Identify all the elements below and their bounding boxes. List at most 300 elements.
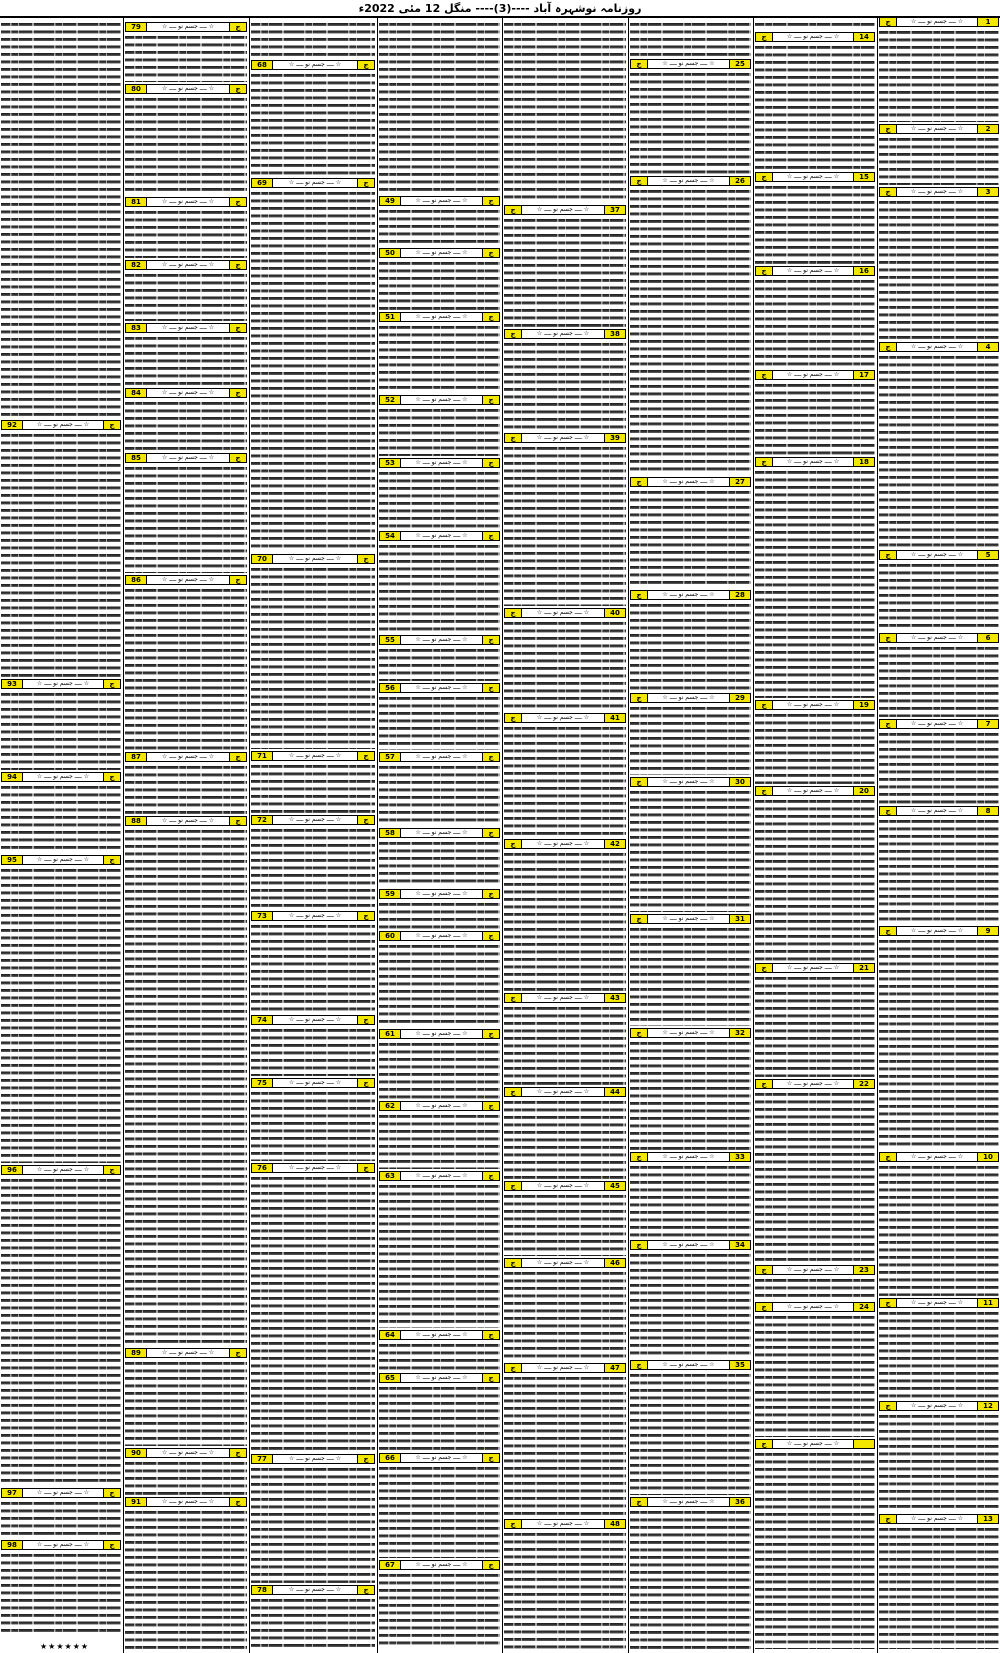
ad-number: 60 (380, 932, 401, 940)
ad-body-text (125, 96, 247, 195)
ad-header (379, 931, 500, 941)
ad-logo: جِ (229, 261, 246, 269)
ad-header (755, 700, 875, 710)
ad-header (1, 1488, 121, 1498)
ad-number: 11 (977, 1299, 998, 1307)
ad-header (879, 1298, 999, 1308)
ad-logo: جِ (482, 1030, 499, 1038)
ad-number: 56 (380, 684, 401, 692)
ad-body-text (251, 21, 375, 58)
ad-number: 45 (604, 1182, 625, 1190)
ad-logo: جِ (482, 829, 499, 837)
ad-number: 6 (977, 634, 998, 642)
ad-header (379, 828, 500, 838)
ad-body-text (755, 975, 875, 1077)
ad-logo: جِ (880, 1515, 897, 1523)
ad-title-strip: ☆ ــــ جسم نو ــــ ☆ (662, 177, 715, 184)
ad-body-text (879, 1310, 999, 1399)
ad-logo: جِ (482, 532, 499, 540)
ad-body-text (1, 21, 121, 418)
ad-title-strip: ☆ ــــ جسم نو ــــ ☆ (288, 61, 342, 68)
ad-logo: جِ (631, 694, 648, 702)
ad-title-strip: ☆ ــــ جسم نو ــــ ☆ (536, 609, 590, 616)
ad-number: 85 (126, 454, 147, 462)
ad-header (504, 993, 626, 1003)
ad-header (1, 855, 121, 865)
ad-title-strip: ☆ ــــ جسم نو ــــ ☆ (415, 684, 468, 691)
ad-body-text (379, 1385, 500, 1451)
ad-body-text (379, 324, 500, 393)
ad-logo: جِ (482, 313, 499, 321)
ad-title-strip: ☆ ــــ جسم نو ــــ ☆ (662, 694, 715, 701)
ad-body-text (251, 190, 375, 552)
ad-header (504, 839, 626, 849)
ad-logo: جِ (103, 1166, 120, 1174)
ad-header (504, 329, 626, 339)
ad-header (379, 248, 500, 258)
ad-title-strip: ☆ ــــ جسم نو ــــ ☆ (288, 1455, 342, 1462)
ad-number: 30 (729, 778, 750, 786)
ad-title-strip: ☆ ــــ جسم نو ــــ ☆ (161, 85, 215, 92)
ad-number: 62 (380, 1102, 401, 1110)
ad-header (630, 777, 751, 787)
ad-header (251, 815, 375, 825)
ad-header (755, 172, 875, 182)
ad-number: 96 (2, 1166, 23, 1174)
ad-body-text (379, 543, 500, 633)
ad-number: 84 (126, 389, 147, 397)
ad-number: 59 (380, 890, 401, 898)
ad-header (630, 59, 751, 69)
ad-body-text (504, 21, 626, 203)
ad-title-strip: ☆ ــــ جسم نو ــــ ☆ (161, 454, 215, 461)
ad-logo: جِ (505, 840, 522, 848)
ad-title-strip: ☆ ــــ جسم نو ــــ ☆ (415, 636, 468, 643)
ad-title-strip: ☆ ــــ جسم نو ــــ ☆ (36, 856, 90, 863)
ad-logo: جِ (229, 817, 246, 825)
ad-header (879, 806, 999, 816)
ad-logo: جِ (482, 932, 499, 940)
ad-number: 82 (126, 261, 147, 269)
ad-number: 14 (853, 33, 874, 41)
ad-logo: جِ (482, 684, 499, 692)
ad-body-text (755, 469, 875, 698)
ad-header (251, 178, 375, 188)
ad-header (251, 911, 375, 921)
footer-stars: ★★★★★★ (40, 1642, 90, 1651)
ad-header (879, 1401, 999, 1411)
ad-body-text (504, 1193, 626, 1256)
ad-number: 41 (604, 714, 625, 722)
ad-logo: جِ (880, 634, 897, 642)
ad-title-strip: ☆ ــــ جسم نو ــــ ☆ (910, 634, 964, 641)
ad-number: 18 (853, 458, 874, 466)
ad-title-strip: ☆ ــــ جسم نو ــــ ☆ (662, 1153, 715, 1160)
ad-logo: جِ (631, 1153, 648, 1161)
ad-body-text (125, 1509, 247, 1649)
ad-logo: جِ (880, 125, 897, 133)
ad-title-strip: ☆ ــــ جسم نو ــــ ☆ (288, 912, 342, 919)
ad-body-text (504, 1375, 626, 1517)
ad-body-text (755, 278, 875, 368)
ad-body-text (1, 784, 121, 853)
ad-title-strip: ☆ ــــ جسم نو ــــ ☆ (662, 1498, 715, 1505)
ad-logo: جِ (229, 85, 246, 93)
ad-body-text (504, 1005, 626, 1085)
ad-header (379, 1330, 500, 1340)
ad-number: 26 (729, 177, 750, 185)
ad-body-text (379, 1113, 500, 1169)
ad-body-text (125, 1360, 247, 1446)
ad-logo: جِ (482, 459, 499, 467)
ad-logo: جِ (505, 434, 522, 442)
ad-body-text (630, 1040, 751, 1150)
ad-logo: جِ (103, 856, 120, 864)
ad-number: 21 (853, 964, 874, 972)
ad-title-strip: ☆ ــــ جسم نو ــــ ☆ (910, 1402, 964, 1409)
ad-title-strip: ☆ ــــ جسم نو ــــ ☆ (536, 330, 590, 337)
ad-body-text (251, 1597, 375, 1649)
ad-title-strip: ☆ ــــ جسم نو ــــ ☆ (161, 1498, 215, 1505)
ad-title-strip: ☆ ــــ جسم نو ــــ ☆ (536, 1259, 590, 1266)
ad-body-text (379, 1465, 500, 1558)
ad-title-strip: ☆ ــــ جسم نو ــــ ☆ (786, 787, 840, 794)
ad-title-strip: ☆ ــــ جسم نو ــــ ☆ (786, 1266, 840, 1273)
ad-number: 69 (252, 179, 273, 187)
ad-body-text (879, 818, 999, 924)
ad-title-strip: ☆ ــــ جسم نو ــــ ☆ (786, 1440, 840, 1447)
ad-logo: جِ (357, 1586, 374, 1594)
ad-body-text (630, 21, 751, 57)
ad-body-text (251, 763, 375, 813)
ad-header (630, 1152, 751, 1162)
ad-title-strip: ☆ ــــ جسم نو ــــ ☆ (288, 752, 342, 759)
ad-body-text (504, 1099, 626, 1179)
ad-number: 29 (729, 694, 750, 702)
ad-number: 72 (252, 816, 273, 824)
ad-body-text (251, 72, 375, 176)
ad-header (755, 963, 875, 973)
ad-number: 27 (729, 478, 750, 486)
ad-number: 22 (853, 1080, 874, 1088)
ad-body-text (379, 407, 500, 456)
column-rule (502, 18, 503, 1653)
ad-logo: جِ (756, 701, 773, 709)
ad-number: 89 (126, 1349, 147, 1357)
ad-logo: جِ (229, 389, 246, 397)
ad-title-strip: ☆ ــــ جسم نو ــــ ☆ (288, 816, 342, 823)
ad-body-text (125, 400, 247, 451)
ad-title-strip: ☆ ــــ جسم نو ــــ ☆ (662, 1029, 715, 1036)
ad-logo: جِ (229, 576, 246, 584)
ad-number: 4 (977, 343, 998, 351)
ad-title-strip: ☆ ــــ جسم نو ــــ ☆ (36, 1489, 90, 1496)
ad-logo: جِ (505, 1520, 522, 1528)
ad-logo: جِ (880, 188, 897, 196)
ad-title-strip: ☆ ــــ جسم نو ــــ ☆ (415, 1030, 468, 1037)
ad-header (379, 531, 500, 541)
ad-title-strip: ☆ ــــ جسم نو ــــ ☆ (415, 753, 468, 760)
ad-header (1, 679, 121, 689)
ad-body-text (879, 562, 999, 631)
ad-title-strip: ☆ ــــ جسم نو ــــ ☆ (910, 807, 964, 814)
ad-number: 2 (977, 125, 998, 133)
ad-header (379, 889, 500, 899)
ad-number: 8 (977, 807, 998, 815)
ad-header (755, 1265, 875, 1275)
column-rule (123, 18, 124, 1653)
ad-header (879, 187, 999, 197)
ad-header (1, 1165, 121, 1175)
ad-title-strip: ☆ ــــ جسم نو ــــ ☆ (161, 324, 215, 331)
ad-header (504, 1363, 626, 1373)
ad-title-strip: ☆ ــــ جسم نو ــــ ☆ (415, 1454, 468, 1461)
ad-body-text (379, 1183, 500, 1328)
ad-body-text (879, 731, 999, 804)
ad-number: 49 (380, 197, 401, 205)
ad-number: 81 (126, 198, 147, 206)
ad-logo: جِ (505, 1182, 522, 1190)
ad-body-text (879, 1164, 999, 1296)
ad-title-strip: ☆ ــــ جسم نو ــــ ☆ (910, 1515, 964, 1522)
ad-body-text (755, 1451, 875, 1649)
ad-number: 33 (729, 1153, 750, 1161)
ad-title-strip: ☆ ــــ جسم نو ــــ ☆ (415, 1561, 468, 1568)
ad-body-text (125, 465, 247, 573)
ad-number: 3 (977, 188, 998, 196)
ad-number: 44 (604, 1088, 625, 1096)
ad-body-text (755, 1277, 875, 1300)
ad-number: 40 (604, 609, 625, 617)
ad-title-strip: ☆ ــــ جسم نو ــــ ☆ (662, 1361, 715, 1368)
ad-logo: جِ (229, 198, 246, 206)
ad-header (879, 18, 999, 27)
ad-logo: جِ (103, 773, 120, 781)
ad-logo: جِ (631, 177, 648, 185)
ad-number: 20 (853, 787, 874, 795)
ad-header (755, 32, 875, 42)
ad-title-strip: ☆ ــــ جسم نو ــــ ☆ (536, 206, 590, 213)
ad-header (504, 205, 626, 215)
ad-title-strip: ☆ ــــ جسم نو ــــ ☆ (786, 1303, 840, 1310)
ad-header (125, 453, 247, 463)
ad-title-strip: ☆ ــــ جسم نو ــــ ☆ (910, 125, 964, 132)
ad-header (630, 914, 751, 924)
ad-logo: جِ (631, 1241, 648, 1249)
ad-header (125, 260, 247, 270)
ad-title-strip: ☆ ــــ جسم نو ــــ ☆ (415, 829, 468, 836)
ad-number: 5 (977, 551, 998, 559)
ad-title-strip: ☆ ــــ جسم نو ــــ ☆ (36, 1166, 90, 1173)
ad-body-text (1, 1500, 121, 1538)
ad-body-text (755, 44, 875, 170)
ad-title-strip: ☆ ــــ جسم نو ــــ ☆ (786, 371, 840, 378)
ad-number: 1 (977, 18, 998, 26)
ad-number: 71 (252, 752, 273, 760)
ad-title-strip: ☆ ــــ جسم نو ــــ ☆ (910, 343, 964, 350)
ad-number: 51 (380, 313, 401, 321)
ad-logo: جِ (631, 1498, 648, 1506)
ad-header (504, 1519, 626, 1529)
ad-header (879, 124, 999, 134)
ad-logo: جِ (357, 912, 374, 920)
ad-header (879, 342, 999, 352)
ad-body-text (504, 620, 626, 711)
ad-body-text (879, 645, 999, 717)
ad-title-strip: ☆ ــــ جسم نو ــــ ☆ (536, 994, 590, 1001)
ad-header (125, 22, 247, 32)
ad-header (1, 420, 121, 430)
ad-logo: جِ (880, 807, 897, 815)
ad-logo: جِ (505, 1259, 522, 1267)
ad-header (755, 1302, 875, 1312)
ad-title-strip: ☆ ــــ جسم نو ــــ ☆ (786, 458, 840, 465)
ad-logo: جِ (482, 753, 499, 761)
ad-logo: جِ (357, 179, 374, 187)
ad-body-text (504, 445, 626, 606)
ad-body-text (879, 199, 999, 340)
ad-number: 88 (126, 817, 147, 825)
ad-number: 9 (977, 927, 998, 935)
ad-logo: جِ (357, 555, 374, 563)
ad-body-text (630, 926, 751, 1026)
ad-body-text (630, 705, 751, 775)
ad-header (251, 1078, 375, 1088)
ad-title-strip: ☆ ــــ جسم نو ــــ ☆ (786, 701, 840, 708)
ad-body-text (251, 566, 375, 749)
ad-number: 94 (2, 773, 23, 781)
ad-title-strip: ☆ ــــ جسم نو ــــ ☆ (662, 591, 715, 598)
ad-number: 48 (604, 1520, 625, 1528)
ad-body-text (879, 1526, 999, 1649)
ad-body-text (379, 1342, 500, 1371)
ad-title-strip: ☆ ــــ جسم نو ــــ ☆ (36, 680, 90, 687)
ad-logo: جِ (103, 680, 120, 688)
ad-number: 28 (729, 591, 750, 599)
ad-number: 25 (729, 60, 750, 68)
ad-number: 66 (380, 1454, 401, 1462)
ad-number: 58 (380, 829, 401, 837)
ad-body-text (1, 1177, 121, 1486)
ad-logo: جِ (631, 915, 648, 923)
ad-body-text (879, 136, 999, 185)
ad-title-strip: ☆ ــــ جسم نو ــــ ☆ (786, 1080, 840, 1087)
ad-header (125, 197, 247, 207)
ad-number: 76 (252, 1164, 273, 1172)
ad-number: 23 (853, 1266, 874, 1274)
ad-number: 17 (853, 371, 874, 379)
ad-body-text (630, 1372, 751, 1495)
classified-column (250, 18, 376, 1653)
ad-body-text (755, 712, 875, 784)
ad-number: 95 (2, 856, 23, 864)
ad-header (125, 752, 247, 762)
ad-title-strip: ☆ ــــ جسم نو ــــ ☆ (161, 198, 215, 205)
ad-header (1, 1540, 121, 1550)
ad-body-text (755, 1091, 875, 1263)
ad-logo: جِ (229, 1498, 246, 1506)
ad-header (251, 1015, 375, 1025)
ad-body-text (630, 489, 751, 588)
classified-column (754, 18, 876, 1653)
ad-number: 52 (380, 396, 401, 404)
ad-number: 93 (2, 680, 23, 688)
ad-title-strip: ☆ ــــ جسم نو ــــ ☆ (910, 551, 964, 558)
ad-body-text (379, 1572, 500, 1649)
ad-body-text (755, 184, 875, 264)
ad-body-text (630, 1252, 751, 1358)
ad-body-text (251, 1027, 375, 1076)
ad-title-strip: ☆ ــــ جسم نو ــــ ☆ (36, 773, 90, 780)
ad-number: 54 (380, 532, 401, 540)
ad-title-strip: ☆ ــــ جسم نو ــــ ☆ (415, 313, 468, 320)
classified-column (503, 18, 627, 1653)
ad-title-strip: ☆ ــــ جسم نو ــــ ☆ (536, 1088, 590, 1095)
ad-title-strip: ☆ ــــ جسم نو ــــ ☆ (415, 197, 468, 204)
ad-title-strip: ☆ ــــ جسم نو ــــ ☆ (536, 1182, 590, 1189)
ad-title-strip: ☆ ــــ جسم نو ــــ ☆ (786, 267, 840, 274)
ad-title-strip: ☆ ــــ جسم نو ــــ ☆ (910, 18, 964, 25)
ad-title-strip: ☆ ــــ جسم نو ــــ ☆ (536, 840, 590, 847)
ad-header (879, 719, 999, 729)
ad-header (879, 550, 999, 560)
ad-number: 46 (604, 1259, 625, 1267)
ad-number: 61 (380, 1030, 401, 1038)
ad-header (379, 1029, 500, 1039)
ad-title-strip: ☆ ــــ جسم نو ــــ ☆ (662, 915, 715, 922)
ad-body-text (879, 354, 999, 548)
ad-title-strip: ☆ ــــ جسم نو ــــ ☆ (36, 1541, 90, 1548)
ad-body-text (251, 1090, 375, 1161)
ad-logo: جِ (482, 197, 499, 205)
ad-body-text (755, 21, 875, 30)
column-rule (877, 18, 878, 1653)
ad-number: 47 (604, 1364, 625, 1372)
ad-logo: جِ (505, 994, 522, 1002)
ad-number: 68 (252, 61, 273, 69)
ad-header (379, 458, 500, 468)
ad-number: 77 (252, 1455, 273, 1463)
ad-logo: جِ (482, 890, 499, 898)
ad-logo: جِ (756, 787, 773, 795)
ad-body-text (630, 1164, 751, 1238)
ad-logo: جِ (631, 1361, 648, 1369)
ad-header (251, 1454, 375, 1464)
ad-body-text (379, 260, 500, 310)
ad-title-strip: ☆ ــــ جسم نو ــــ ☆ (415, 932, 468, 939)
ad-logo: جِ (482, 1331, 499, 1339)
ad-logo: جِ (357, 1016, 374, 1024)
ad-body-text (125, 34, 247, 82)
ad-logo: جِ (631, 60, 648, 68)
ad-logo: جِ (229, 753, 246, 761)
ad-title-strip: ☆ ــــ جسم نو ــــ ☆ (36, 421, 90, 428)
ad-header (251, 751, 375, 761)
ad-body-text (125, 272, 247, 321)
ad-body-text (755, 798, 875, 961)
ad-title-strip: ☆ ــــ جسم نو ــــ ☆ (415, 249, 468, 256)
ad-logo: جِ (756, 1303, 773, 1311)
ad-header (879, 1152, 999, 1162)
ad-logo: جِ (357, 1455, 374, 1463)
ad-header (125, 1348, 247, 1358)
ad-body-text (879, 938, 999, 1150)
ad-number: 83 (126, 324, 147, 332)
ad-logo: جِ (756, 458, 773, 466)
ad-number: 35 (729, 1361, 750, 1369)
ad-title-strip: ☆ ــــ جسم نو ــــ ☆ (161, 389, 215, 396)
ad-number: 79 (126, 23, 147, 31)
